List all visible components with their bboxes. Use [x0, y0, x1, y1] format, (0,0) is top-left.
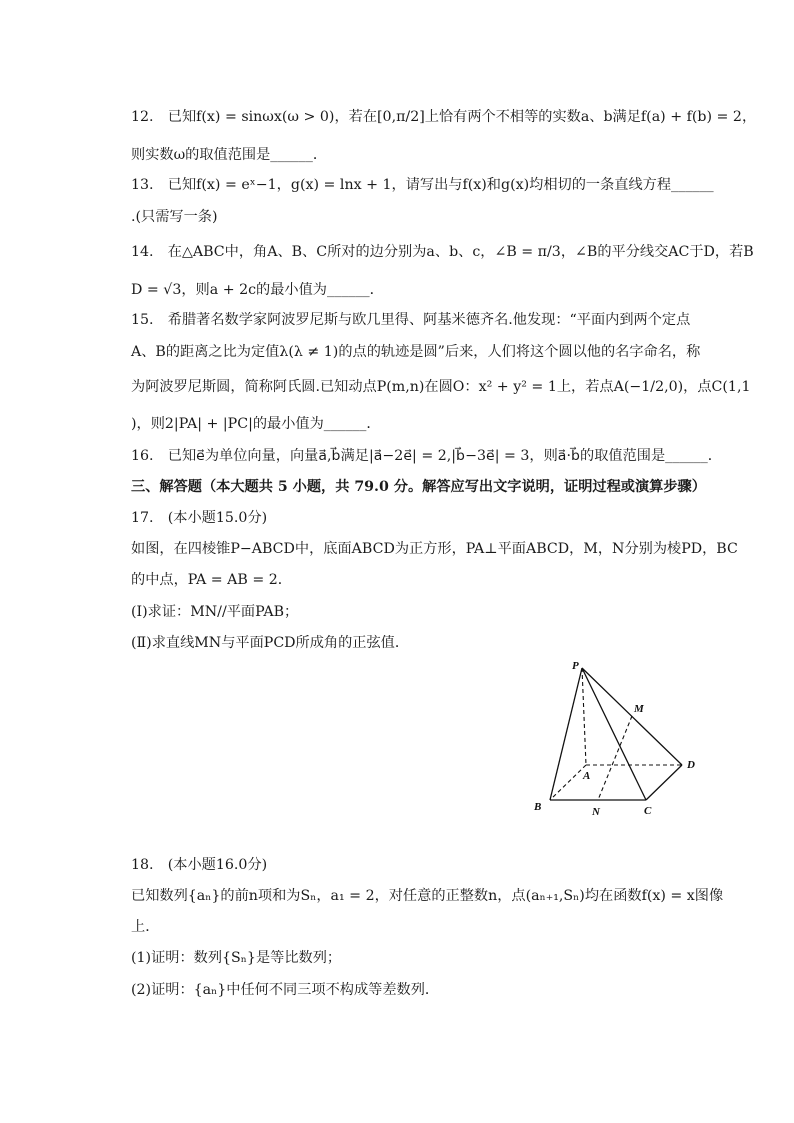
q17-line-1: 如图，在四棱锥P−ABCD中，底面ABCD为正方形，PA⊥平面ABCD，M，N分别为棱PD，BC: [131, 541, 738, 557]
label-n: N: [592, 806, 600, 818]
line-15a: 15. 希腊著名数学家阿波罗尼斯与欧几里得、阿基米德齐名.他发现：“平面内到两个定点: [131, 312, 691, 328]
line-12a: 12. 已知f(x) = sinωx(ω > 0)，若在[0,π/2]上恰有两个不相等的实数a、b满足f(a) + f(b) = 2，: [131, 109, 757, 125]
line-13a: 13. 已知f(x) = eˣ−1，g(x) = lnx + 1，请写出与f(x)和g(x)均相切的一条直线方程______: [131, 177, 714, 193]
label-p: P: [572, 660, 579, 672]
segment-mn: [598, 716, 632, 800]
line-15c: 为阿波罗尼斯圆，简称阿氏圆.已知动点P(m,n)在圆O：x² + y² = 1上，若点A(−1/2,0)，点C(1,1: [131, 379, 751, 395]
line-14b: D = √3，则a + 2c的最小值为______．: [131, 282, 384, 298]
q18-title: 18. (本小题16.0分): [131, 857, 268, 873]
q18-line-1: 已知数列{aₙ}的前n项和为Sₙ，a₁ = 2，对任意的正整数n，点(aₙ₊₁,Sₙ)均在函数f(x) = x图像: [131, 888, 724, 904]
section-heading: 三、解答题（本大题共 5 小题，共 79.0 分。解答应写出文字说明，证明过程或演算步骤）: [131, 479, 706, 495]
line-14a: 14. 在△ABC中，角A、B、C所对的边分别为a、b、c，∠B = π/3，∠B的平分线交AC于D，若B: [131, 244, 754, 260]
q18-part-2: (2)证明：{aₙ}中任何不同三项不构成等差数列．: [131, 982, 440, 998]
edge-pc: [582, 668, 646, 800]
q17-line-2: 的中点，PA = AB = 2．: [131, 572, 292, 588]
pyramid-figure: [520, 650, 710, 825]
q17-title: 17. (本小题15.0分): [131, 510, 268, 526]
label-a: A: [583, 770, 591, 782]
edge-ab: [550, 765, 586, 800]
line-15b: A、B的距离之比为定值λ(λ ≠ 1)的点的轨迹是圆”后来，人们将这个圆以他的名字命名，称: [131, 344, 701, 360]
line-12b: 则实数ω的取值范围是______．: [131, 147, 328, 163]
q18-line-2: 上．: [131, 919, 160, 935]
q17-part-1: (Ⅰ)求证：MN//平面PAB；: [131, 604, 299, 620]
line-15d: )，则2|PA| + |PC|的最小值为______．: [131, 416, 381, 432]
q18-part-1: (1)证明：数列{Sₙ}是等比数列；: [131, 950, 342, 966]
edge-cd: [646, 765, 682, 800]
line-13b: .(只需写一条): [131, 209, 218, 225]
line-16: 16. 已知e⃗为单位向量，向量a⃗,b⃗满足|a⃗−2e⃗| = 2,|b⃗−3e⃗| = 3，则a⃗·b⃗的取值范围是______．: [131, 448, 722, 464]
label-b: B: [534, 801, 542, 813]
label-d: D: [687, 759, 695, 771]
q17-part-2: (Ⅱ)求直线MN与平面PCD所成角的正弦值．: [131, 635, 410, 651]
label-m: M: [634, 703, 644, 715]
edge-pb: [550, 668, 582, 800]
edge-pa: [582, 668, 586, 765]
label-c: C: [644, 805, 652, 817]
